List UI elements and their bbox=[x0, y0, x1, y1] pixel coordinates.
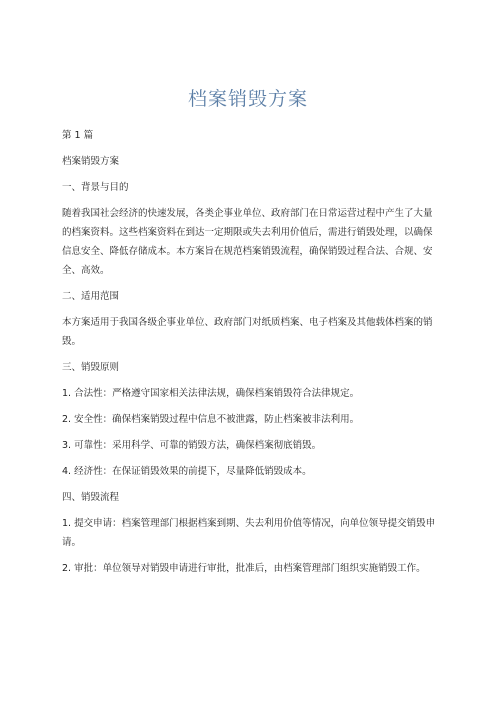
principle-item: 1. 合法性：严格遵守国家相关法律法规，确保档案销毁符合法律规定。 bbox=[62, 388, 360, 399]
paragraph-background: 随着我国社会经济的快速发展，各类企事业单位、政府部门在日常运营过程中产生了大量的档案资料。这些档案资料在到达一定期限或失去利用价值后，需进行销毁处理，以确保信息安全、降低存储成本。本方案旨在规范档案销毁流程，确保销毁过程合法、合规、安全、高效。 bbox=[62, 208, 433, 276]
heading-background: 一、背景与目的 bbox=[62, 182, 129, 193]
heading-principles: 三、销毁原则 bbox=[62, 362, 120, 373]
principle-item: 3. 可靠性：采用科学、可靠的销毁方法，确保档案彻底销毁。 bbox=[62, 440, 322, 451]
document-body bbox=[62, 126, 436, 585]
document-title: 档案销毁方案 bbox=[187, 88, 308, 110]
subtitle: 档案销毁方案 bbox=[62, 156, 120, 167]
heading-process: 四、销毁流程 bbox=[62, 492, 120, 503]
process-item: 1. 提交申请：档案管理部门根据档案到期、失去利用价值等情况，向单位领导提交销毁申请。 bbox=[62, 518, 436, 548]
paragraph-scope: 本方案适用于我国各级企事业单位、政府部门对纸质档案、电子档案及其他载体档案的销毁。 bbox=[62, 317, 433, 347]
principle-item: 4. 经济性：在保证销毁效果的前提下，尽量降低销毁成本。 bbox=[62, 466, 312, 477]
principle-item: 2. 安全性：确保档案销毁过程中信息不被泄露，防止档案被非法利用。 bbox=[62, 414, 360, 425]
process-item: 2. 审批：单位领导对销毁申请进行审批，批准后，由档案管理部门组织实施销毁工作。 bbox=[62, 563, 426, 574]
section-label: 第 1 篇 bbox=[62, 130, 94, 141]
heading-scope: 二、适用范围 bbox=[62, 291, 120, 302]
